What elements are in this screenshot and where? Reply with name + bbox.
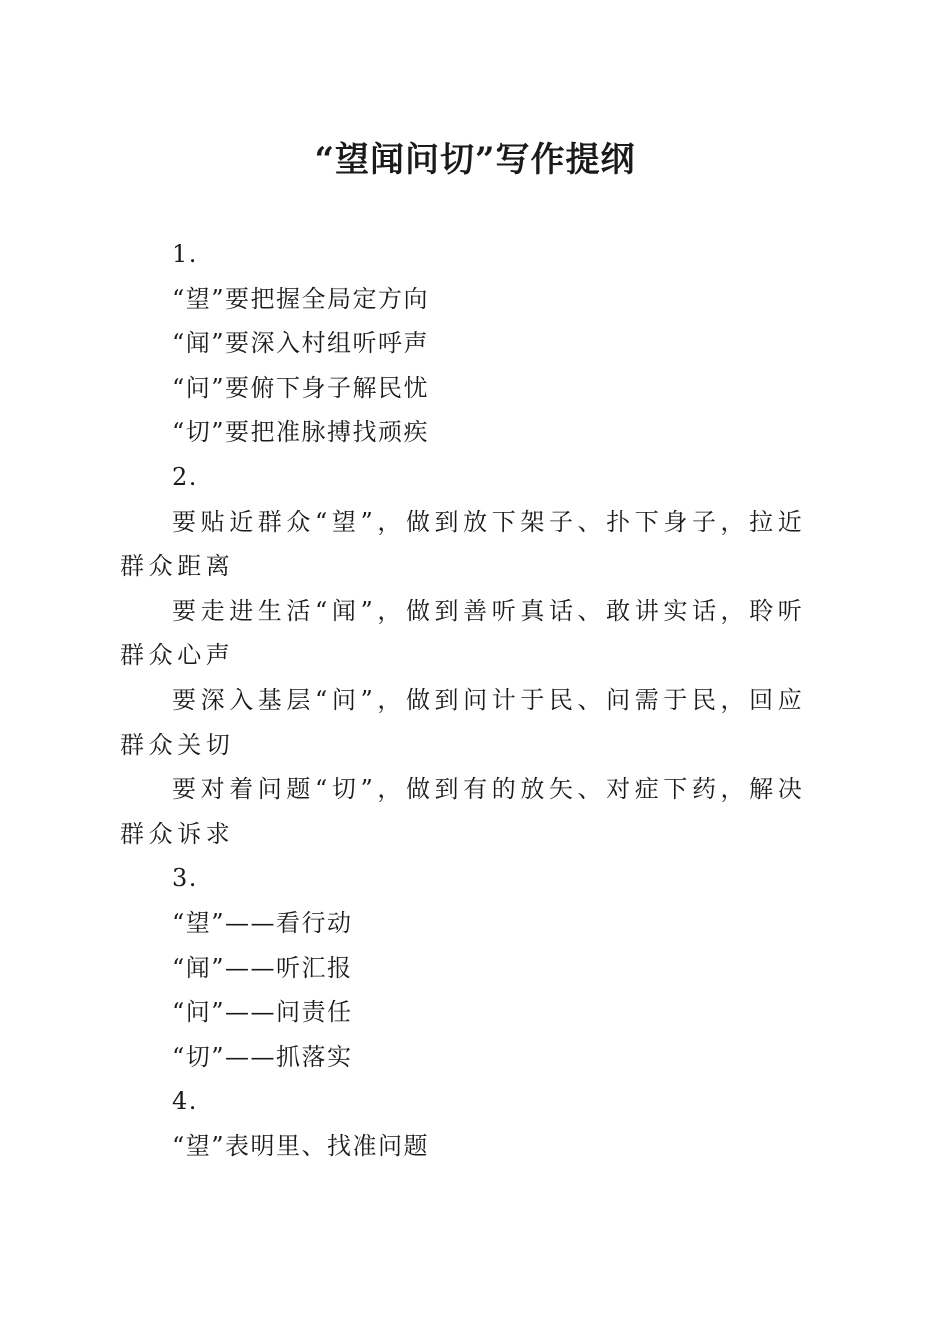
- paragraph: 要深入基层“问”，做到问计于民、问需于民，回应群众关切: [120, 685, 807, 759]
- list-item: “问”要俯下身子解民忧: [172, 373, 430, 402]
- list-item: “闻”要深入村组听呼声: [172, 329, 430, 358]
- list-item: “切”——抓落实: [172, 1042, 353, 1071]
- section-number: 2.: [172, 462, 198, 491]
- section-number: 3.: [172, 864, 198, 893]
- list-item: “闻”——听汇报: [172, 953, 353, 982]
- section-number: 1.: [172, 240, 198, 268]
- list-item: “切”要把准脉搏找顽疾: [172, 418, 430, 447]
- paragraph: 要走进生活“闻”，做到善听真话、敢讲实话，聆听群众心声: [120, 596, 807, 670]
- paragraph: 要对着问题“切”，做到有的放矢、对症下药，解决群众诉求: [120, 775, 807, 848]
- document-body: [120, 232, 830, 1168]
- list-item: “望”表明里、找准问题: [172, 1131, 430, 1160]
- list-item: “望”——看行动: [172, 908, 353, 937]
- paragraph: 要贴近群众“望”，做到放下架子、扑下身子，拉近群众距离: [120, 507, 807, 581]
- list-item: “望”要把握全局定方向: [172, 284, 430, 313]
- document-title: “望闻问切”写作提纲: [314, 140, 636, 180]
- section-number: 4.: [172, 1087, 198, 1116]
- list-item: “问”——问责任: [172, 998, 353, 1027]
